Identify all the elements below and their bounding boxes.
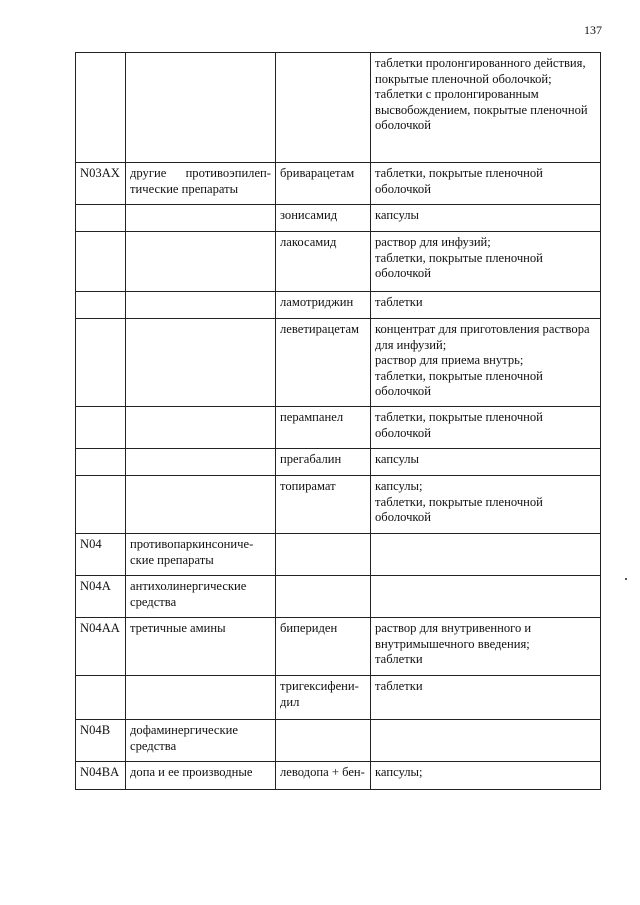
table-row <box>76 576 601 618</box>
group-cell: третичные амины <box>126 618 276 676</box>
group-cell <box>126 676 276 720</box>
atc-code-cell: N04B <box>76 720 126 762</box>
dosage-form-cell <box>371 449 601 476</box>
drug-cell: зонисамид <box>276 205 371 232</box>
dosage-form-cell <box>371 676 601 720</box>
drug-cell: ламотриджин <box>276 292 371 319</box>
group-cell: антихолинергические средства <box>126 576 276 618</box>
group-cell <box>126 449 276 476</box>
dosage-form-cell <box>371 53 601 163</box>
drug-cell <box>276 720 371 762</box>
dosage-form-line: таблетки пролонгированного действия, покрытые пленочной оболочкой; <box>375 56 586 86</box>
table-row <box>76 720 601 762</box>
dosage-form-cell <box>371 618 601 676</box>
table-row <box>76 618 601 676</box>
dosage-form-cell <box>371 232 601 292</box>
dosage-form-cell <box>371 576 601 618</box>
dosage-form-line: таблетки, покрытые пленочной оболочкой <box>375 250 543 280</box>
atc-code-cell <box>76 476 126 534</box>
group-cell <box>126 232 276 292</box>
drug-cell: перампанел <box>276 407 371 449</box>
group-cell: дофаминергические средства <box>126 720 276 762</box>
dosage-form-line: таблетки <box>375 652 423 666</box>
table-row <box>76 676 601 720</box>
atc-code-cell <box>76 53 126 163</box>
table-row <box>76 232 601 292</box>
drug-cell <box>276 53 371 163</box>
atc-code-cell: N04BA <box>76 762 126 790</box>
dosage-form-line: таблетки с пролонгированным высвобождением, покрытые пленочной оболочкой <box>375 87 588 132</box>
table-row <box>76 449 601 476</box>
group-cell <box>126 319 276 407</box>
dosage-form-cell <box>371 163 601 205</box>
dosage-form-cell <box>371 720 601 762</box>
table-row <box>76 53 601 163</box>
dosage-form-line: капсулы; <box>375 765 423 779</box>
atc-code-cell: N04AA <box>76 618 126 676</box>
drug-cell: бриварацетам <box>276 163 371 205</box>
dosage-form-cell <box>371 534 601 576</box>
group-cell <box>126 476 276 534</box>
dosage-form-line: таблетки <box>375 679 423 693</box>
group-cell: допа и ее производные <box>126 762 276 790</box>
dosage-form-line: раствор для внутривенного и внутримышечного введения; <box>375 621 532 651</box>
table-row <box>76 163 601 205</box>
atc-code-cell <box>76 407 126 449</box>
atc-code-cell: N04 <box>76 534 126 576</box>
atc-code-cell <box>76 205 126 232</box>
dosage-form-line: таблетки, покрытые пленочной оболочкой <box>375 410 543 440</box>
atc-code-cell: N03AX <box>76 163 126 205</box>
atc-code-cell <box>76 292 126 319</box>
dosage-form-line: таблетки, покрытые пленочной оболочкой <box>375 494 543 524</box>
dosage-form-cell <box>371 476 601 534</box>
drug-cell: леветирацетам <box>276 319 371 407</box>
dosage-form-cell <box>371 319 601 407</box>
dosage-form-line: капсулы <box>375 208 420 222</box>
dosage-form-cell <box>371 292 601 319</box>
drug-cell: тригексифени-дил <box>276 676 371 720</box>
dosage-form-line: таблетки, покрытые пленочной оболочкой <box>375 368 543 398</box>
atc-code-cell: N04A <box>76 576 126 618</box>
drug-cell: бипериден <box>276 618 371 676</box>
dosage-form-line: капсулы; <box>375 479 423 493</box>
dosage-form-cell <box>371 407 601 449</box>
drug-cell <box>276 534 371 576</box>
table-row <box>76 476 601 534</box>
dosage-form-line: концентрат для приготовления раствора для инфузий; <box>375 322 590 352</box>
scan-speck <box>625 578 627 580</box>
drug-cell: лакосамид <box>276 232 371 292</box>
group-cell <box>126 407 276 449</box>
table-row <box>76 292 601 319</box>
dosage-form-line: раствор для инфузий; <box>375 235 491 249</box>
drug-cell <box>276 576 371 618</box>
dosage-form-cell <box>371 762 601 790</box>
atc-code-cell <box>76 319 126 407</box>
group-cell: другие противоэпилеп-тические препараты <box>126 163 276 205</box>
group-cell <box>126 205 276 232</box>
page-number: 137 <box>584 23 602 37</box>
table-row <box>76 534 601 576</box>
drug-cell: леводопа + бен- <box>276 762 371 790</box>
group-cell <box>126 53 276 163</box>
table-row <box>76 205 601 232</box>
atc-code-cell <box>76 449 126 476</box>
dosage-form-cell <box>371 205 601 232</box>
drug-table <box>75 52 601 790</box>
dosage-form-line: таблетки <box>375 295 423 309</box>
atc-code-cell <box>76 232 126 292</box>
table-row <box>76 762 601 790</box>
atc-code-cell <box>76 676 126 720</box>
dosage-form-line: таблетки, покрытые пленочной оболочкой <box>375 166 543 196</box>
dosage-form-line: капсулы <box>375 452 420 466</box>
drug-cell: прегабалин <box>276 449 371 476</box>
drug-cell: топирамат <box>276 476 371 534</box>
group-cell: противопаркинсониче-ские препараты <box>126 534 276 576</box>
table-row <box>76 407 601 449</box>
group-cell <box>126 292 276 319</box>
dosage-form-line: раствор для приема внутрь; <box>375 353 524 367</box>
table-row <box>76 319 601 407</box>
